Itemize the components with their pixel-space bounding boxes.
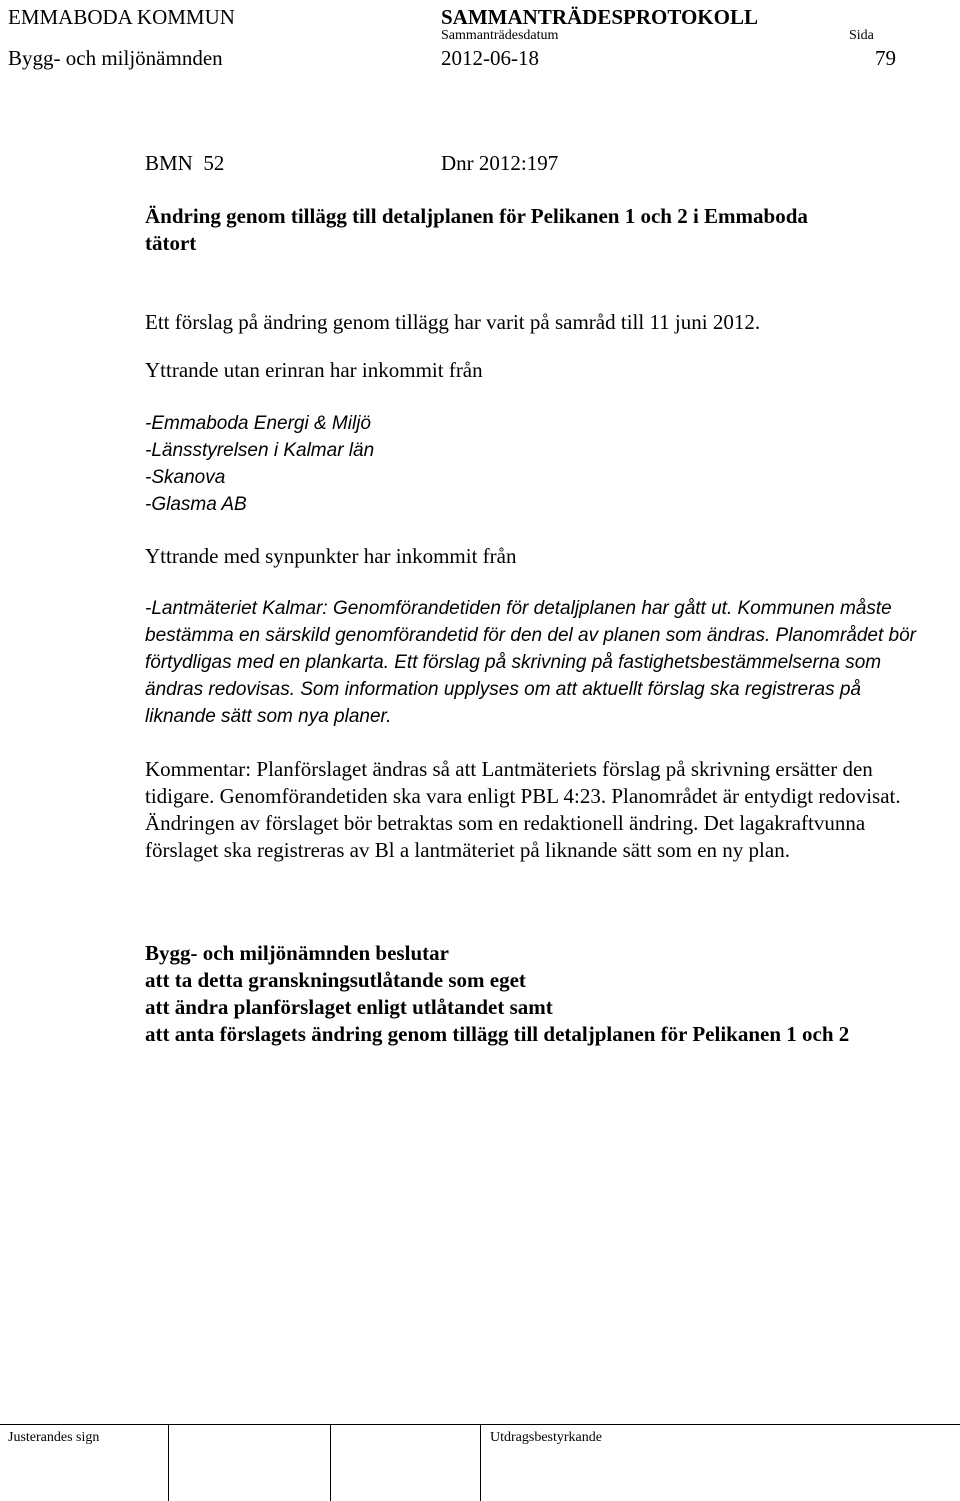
comment-paragraph: Kommentar: Planförslaget ändras så att Lantmäteriets förslag på skrivning ersätter den tidigare. Genomförandetiden ska vara enligt PBL 4:23. Planområdet är entydigt redovisat. Ändringen av förslaget bör betraktas som en redaktionell ändring. Det lagakraftvunna förslaget ska registreras av Bl a lantmäteriet på liknande sätt som en ny plan.	[145, 757, 901, 862]
case-dnr: Dnr 2012:197	[441, 151, 559, 175]
footer-divider	[330, 1424, 331, 1501]
footer-divider	[480, 1424, 481, 1501]
decision-item: att anta förslagets ändring genom tillägg till detaljplanen för Pelikanen 1 och 2	[145, 1022, 850, 1046]
document-type: SAMMANTRÄDESPROTOKOLL	[441, 5, 758, 29]
list-item: -Glasma AB	[145, 494, 247, 515]
list-item: -Emmaboda Energi & Miljö	[145, 413, 371, 434]
lantmateriet-statement: -Lantmäteriet Kalmar: Genomförandetiden för detaljplanen har gått ut. Kommunen måste bestämma en särskild genomförandetid för den del av planen som ändras. Planområdet bör förtydligas med en plankarta. Ett förslag på skrivning på fastighetsbestämmelserna som ändras redovisas. Som information upplyses om att aktuellt förslag ska registreras på liknande sätt som nya planer.	[145, 598, 916, 727]
case-reference: BMN 52	[145, 151, 225, 175]
footer-divider	[168, 1424, 169, 1501]
no-objection-heading: Yttrande utan erinran har inkommit från	[145, 358, 483, 382]
no-objection-list	[145, 410, 374, 518]
decision-item: att ta detta granskningsutlåtande som eget	[145, 968, 526, 992]
committee-name: Bygg- och miljönämnden	[8, 46, 223, 70]
date-label: Sammanträdesdatum	[441, 28, 559, 43]
municipality-name: EMMABODA KOMMUN	[8, 5, 235, 29]
utdragsbestyrkande-label: Utdragsbestyrkande	[490, 1430, 602, 1445]
page-label: Sida	[849, 28, 874, 43]
decision-heading: Bygg- och miljönämnden beslutar	[145, 941, 449, 965]
page-number: 79	[875, 46, 896, 70]
case-title-line1: Ändring genom tillägg till detaljplanen för Pelikanen 1 och 2 i Emmaboda	[145, 204, 808, 228]
case-title-line2: tätort	[145, 231, 197, 255]
decision-block	[145, 940, 849, 1048]
intro-text: Ett förslag på ändring genom tillägg har varit på samråd till 11 juni 2012.	[145, 310, 761, 334]
meeting-date: 2012-06-18	[441, 46, 539, 70]
with-comments-heading: Yttrande med synpunkter har inkommit från	[145, 544, 517, 568]
justerandes-sign-label: Justerandes sign	[8, 1430, 100, 1445]
list-item: -Länsstyrelsen i Kalmar län	[145, 440, 375, 461]
decision-item: att ändra planförslaget enligt utlåtandet samt	[145, 995, 553, 1019]
list-item: -Skanova	[145, 467, 226, 488]
